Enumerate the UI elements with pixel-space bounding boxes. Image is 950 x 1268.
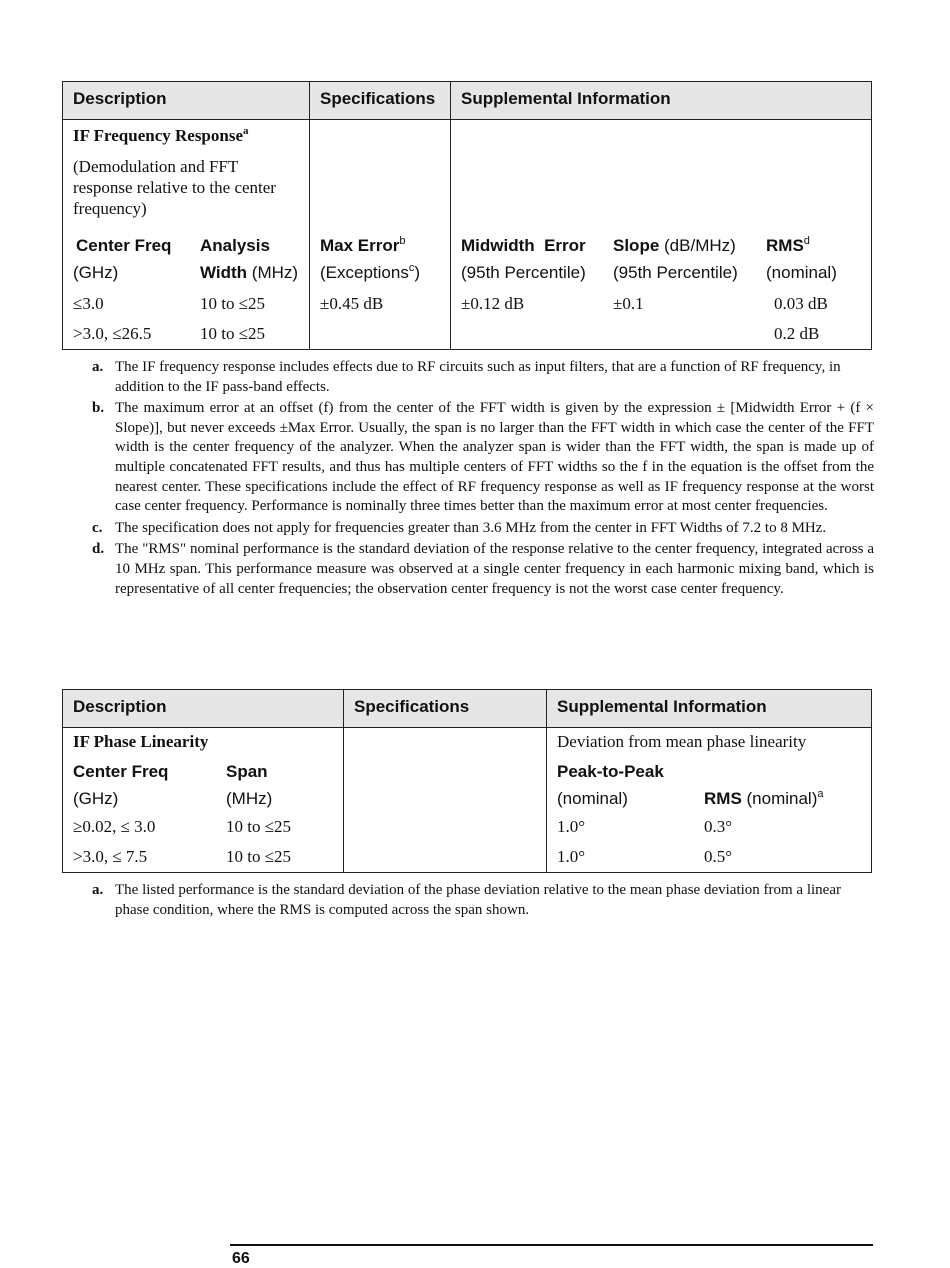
header-supplemental: Supplemental Information bbox=[461, 89, 671, 108]
col-slope: Slope (dB/MHz) (95th Percentile) bbox=[613, 236, 738, 282]
if-phase-linearity-table bbox=[62, 689, 872, 873]
cell-midwidth-error: ±0.12 dB bbox=[461, 294, 525, 313]
cell-span: 10 to ≤25 bbox=[226, 817, 292, 836]
cell-center-freq: ≤3.0 bbox=[73, 294, 104, 313]
header-specifications: Specifications bbox=[354, 697, 470, 716]
col-rms: RMS (nominal)$^a$ bbox=[704, 788, 824, 808]
col-analysis-width: Analysis Width (MHz) bbox=[200, 236, 299, 282]
col-midwidth-error: Midwidth Error (95th Percentile) bbox=[461, 236, 586, 282]
footnote-a: a. The listed performance is the standard deviation of the phase deviation relative to the mean phase deviation from a linear phase condition, where the RMS is computed across the span shown. bbox=[92, 882, 841, 918]
cell-rms: 0.03 dB bbox=[774, 294, 828, 313]
footnote-ref: a bbox=[243, 125, 249, 137]
cell-analysis-width: 10 to ≤25 bbox=[200, 324, 266, 343]
table-row bbox=[63, 817, 871, 841]
cell-peak-to-peak: 1.0° bbox=[557, 847, 586, 866]
footer-rule bbox=[230, 1244, 873, 1246]
col-center-freq: Center Freq (GHz) bbox=[73, 236, 172, 282]
cell-rms: 0.5° bbox=[704, 847, 733, 866]
cell-analysis-width: 10 to ≤25 bbox=[200, 294, 266, 313]
supplemental-title: Deviation from mean phase linearity bbox=[557, 732, 807, 751]
section-subtitle: (Demodulation and FFT response relative to the center frequency) bbox=[73, 157, 276, 218]
table-row bbox=[63, 294, 871, 318]
cell-rms: 0.2 dB bbox=[774, 324, 820, 343]
cell-center-freq: ≥0.02, ≤ 3.0 bbox=[73, 817, 156, 836]
footnote-c: c. The specification does not apply for frequencies greater than 3.6 MHz from the center in FFT Widths of 7.2 to 8 MHz. bbox=[92, 519, 827, 536]
cell-peak-to-peak: 1.0° bbox=[557, 817, 586, 836]
section-title: IF Frequency Response$^a$ bbox=[73, 125, 249, 145]
cell-rms: 0.3° bbox=[704, 817, 733, 836]
section-title: IF Phase Linearity bbox=[73, 732, 209, 751]
col-span: Span (MHz) bbox=[226, 762, 273, 808]
col-peak-to-peak: Peak-to-Peak (nominal) bbox=[557, 762, 664, 808]
cell-center-freq: >3.0, ≤ 7.5 bbox=[73, 847, 148, 866]
footnotes-table1 bbox=[92, 358, 874, 601]
header-description: Description bbox=[73, 89, 167, 108]
header-description: Description bbox=[73, 697, 167, 716]
col-rms: RMS$^d$ (nominal) bbox=[766, 235, 837, 282]
footnote-a: a. The IF frequency response includes effects due to RF circuits such as input filters, that are a function of RF frequency, in addition to the IF pass-band effects. bbox=[92, 359, 841, 395]
header-supplemental: Supplemental Information bbox=[557, 697, 767, 716]
cell-slope: ±0.1 bbox=[613, 294, 644, 313]
footnote-d: d. The "RMS" nominal performance is the standard deviation of the response relative to the center frequency, integrated across a 10 MHz span. This performance measure was observed at a single center frequency in each harmonic mixing band, which is representative of all center frequencies; the observation center frequency is not the worst case center frequency. bbox=[92, 541, 874, 597]
footnotes-table2 bbox=[92, 881, 874, 922]
cell-max-error: ±0.45 dB bbox=[320, 294, 384, 313]
col-max-error: Max Error$^b$ (Exceptions$^c$) bbox=[320, 235, 420, 282]
page-number: 66 bbox=[232, 1250, 250, 1267]
col-center-freq: Center Freq (GHz) bbox=[73, 762, 169, 808]
cell-span: 10 to ≤25 bbox=[226, 847, 292, 866]
table-row bbox=[63, 324, 871, 348]
header-specifications: Specifications bbox=[320, 89, 436, 108]
table-row bbox=[63, 847, 871, 871]
if-frequency-response-table bbox=[62, 81, 872, 350]
cell-center-freq: >3.0, ≤26.5 bbox=[73, 324, 152, 343]
footnote-b: b. The maximum error at an offset (f) from the center of the FFT width is given by the expression ± [Midwidth Error + (f × Slope)], but never exceeds ±Max Error. Usually, the span is no larger than the FFT width in which case the center of the FFT width is the center frequency of the analyzer. When the analyzer span is wider than the FFT width, the span is made up of multiple concatenated FFT results, and thus has multiple centers of FFT widths so the f in the equation is the offset from the nearest center. These specifications include the effect of RF frequency response as well as IF frequency response at the worst case center frequency. Performance is nominally three times better than the maximum error at most center frequencies. bbox=[92, 400, 874, 515]
